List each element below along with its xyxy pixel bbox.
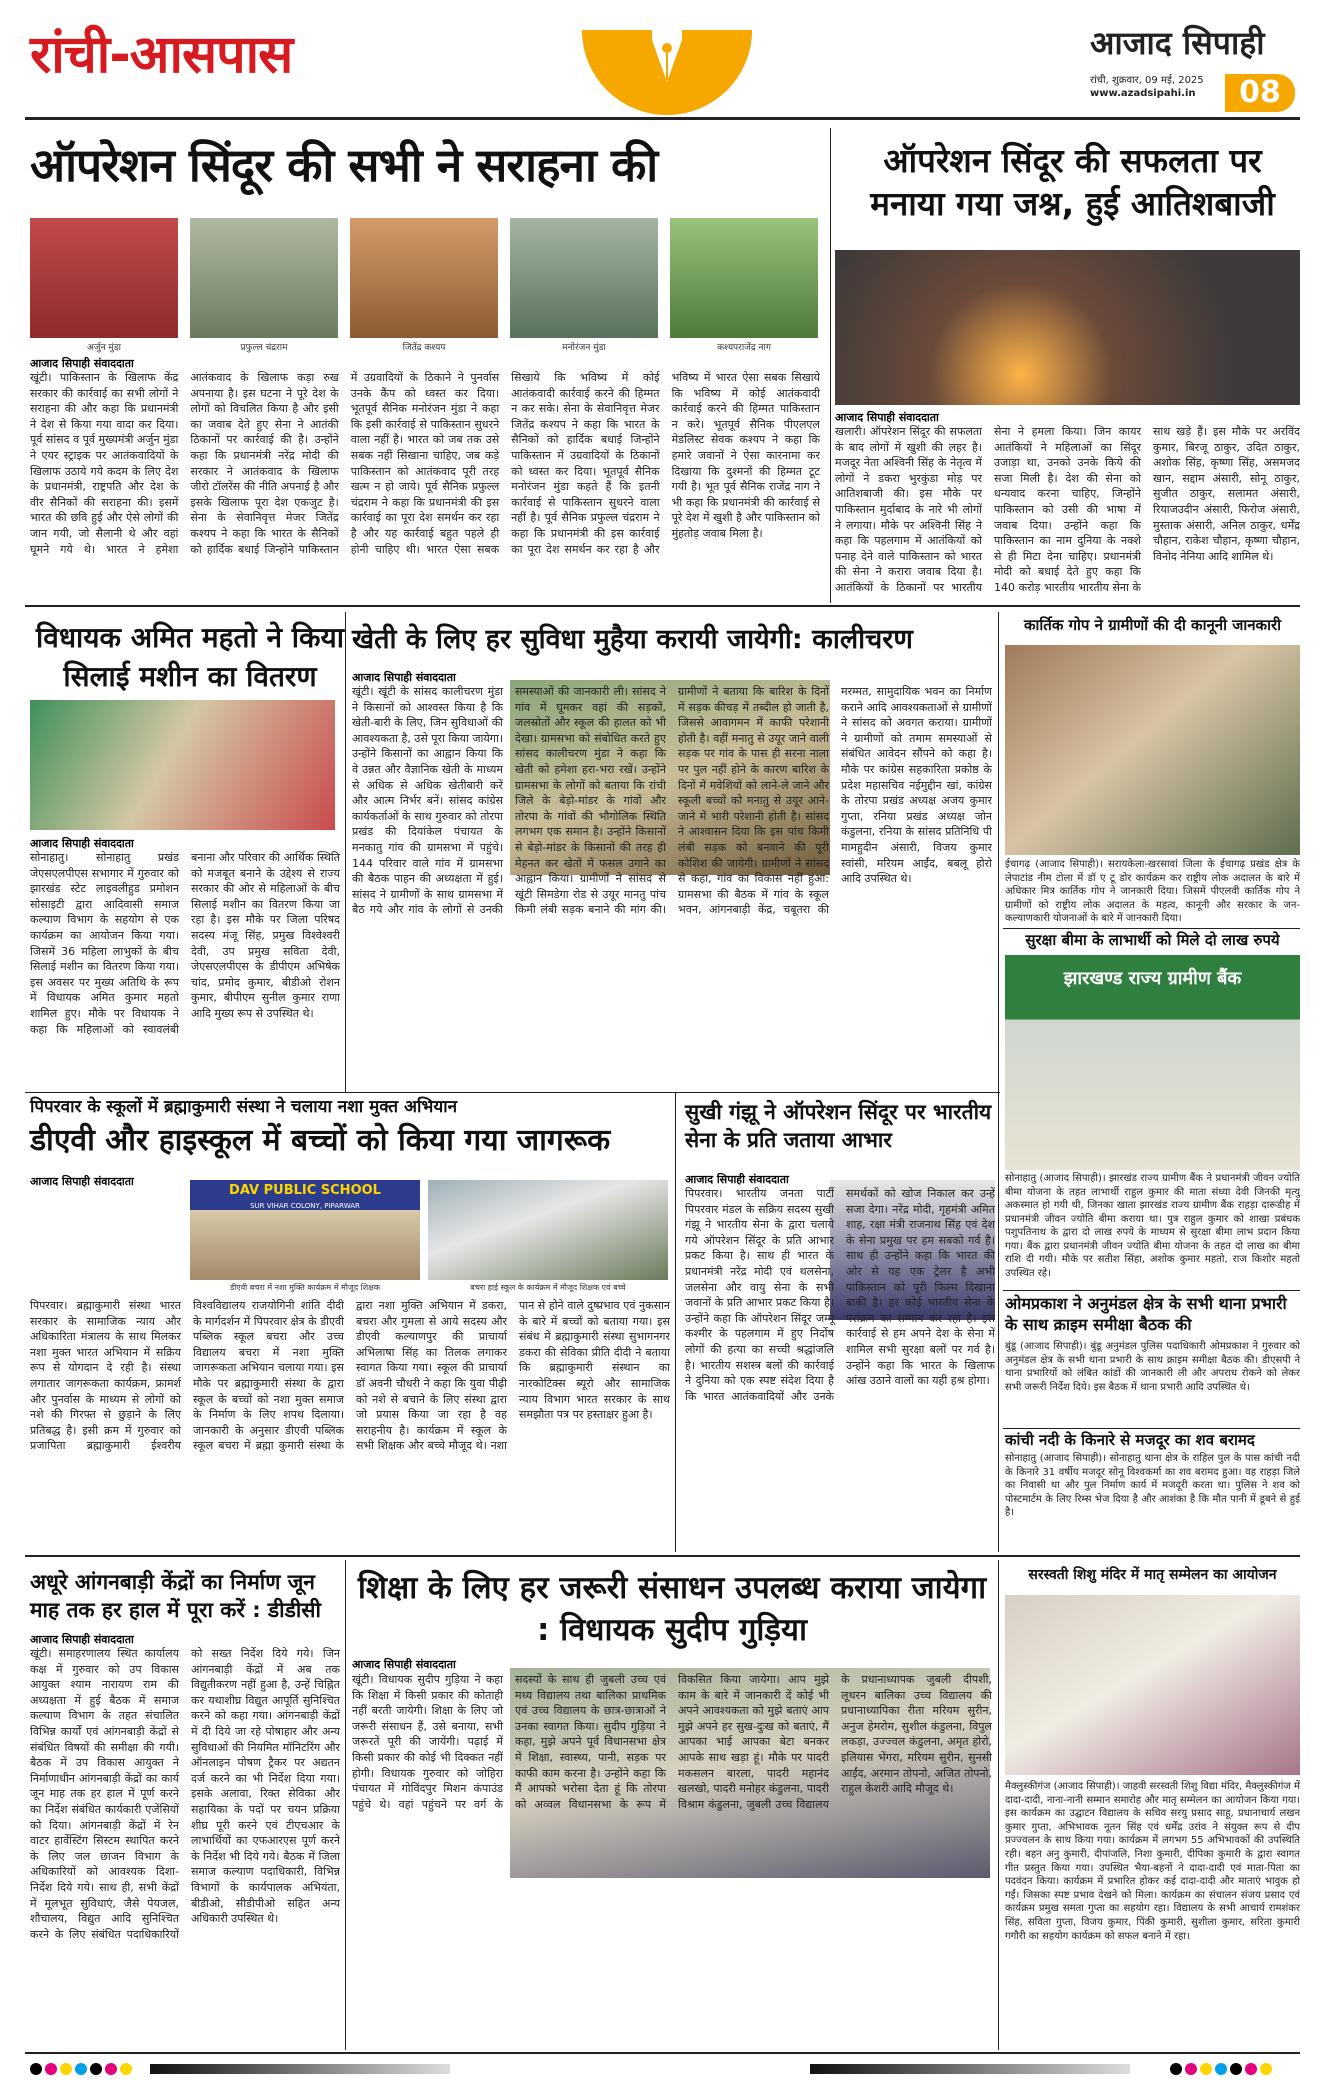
color-dot	[75, 2063, 87, 2075]
color-dot	[1185, 2063, 1197, 2075]
color-dot	[120, 2063, 132, 2075]
photo-caption: बचरा हाई स्कूल के कार्यक्रम में मौजूद शिक्षक एवं बच्चे	[470, 1283, 626, 1292]
color-dot	[105, 2063, 117, 2075]
article-body: खूंटी। विधायक सुदीप गुड़िया ने कहा कि शिक्षा में किसी प्रकार की कोताही नहीं बरती जायेगी। शिक्षा के लिए जो जरूरी संसाधन हैं, उसे बनाया, सभी जरूरतें पूरी की जायेंगी। पढ़ाई में किसी प्रकार की कोई भी दिक्कत नहीं होगी। विधायक गुरुवार को जोहिरा पंचायत में गोविंदपुर मिशन कंपाउंड पहुंचे थे। वहां पहुंचने पर वर्ग के सदस्यों के साथ ही जुबली उच्च एवं मध्य विद्यालय तथा बालिका प्राथमिक एवं उच्च विद्यालय के छात्र-छात्राओं ने उनका स्वागत किया। सुदीप गुड़िया ने कहा, मुझे अपने पूर्व विधानसभा क्षेत्र में शिक्षा, स्वास्थ्य, पानी, सड़क पर काफी काम करना है। उन्होंने कहा कि मैं आपको भरोसा देता हूं कि तोरपा को अव्वल विधानसभा के रूप में विकसित किया जायेगा। आप मुझे काम के बारे में जानकारी दें कोई भी अपने आवश्यकता को मुझे बताएं आप मुझे अपने हर सुख-दुःख को बताएं, मैं आपका भाई आपका बेटा बनकर आपके साथ खड़ा हूं। मौके पर पादरी मकसलन बारला, पादरी महानंद खलखो, पादरी मनोहर कंडुलना, पादरी विश्राम कंडुलना, जुबली उच्च विद्यालय के प्रधानाध्यापक जुबली दीपशी, लूथरन बालिका उच्च विद्यालय की प्रधानाध्यापिका रीता मरियम सुरीन, अनुज हेमरोम, सुशील कंडुलना, विपुल लकड़ा, उज्ज्वल कंडुलना, अमृत होरो, इलियास भेंगरा, मरियम सुरीन, सुनसी आईंद, अरमान तोपनो, अजित तोपनो, राहुल केशरी आदि मौजूद थे।	[352, 1673, 992, 1811]
color-dot	[1245, 2063, 1257, 2075]
photo-caption: कश्यपराजेंद्र नाग	[717, 343, 771, 353]
headline-dav-awareness: डीएवी और हाइस्कूल में बच्चों को किया गया जागरूक	[30, 1123, 611, 1158]
portrait-photo	[350, 218, 498, 338]
headline-sukhi-ganjhu: सुखी गंझू ने ऑपरेशन सिंदूर पर भारतीय सेना के प्रति जताया आभार	[685, 1100, 992, 1153]
page-number: 08	[1225, 74, 1295, 112]
article-body: सोनाहातु। सोनाहातु प्रखंड जेएसएलपीएस सभागार में गुरुवार को झारखंड स्टेट लाइवलीहुड प्रमोशन सोसाइटी द्वारा आदिवासी समाज कल्याण विभाग के सहयोग से एक कार्यक्रम का आयोजन किया गया। जिसमें 36 महिला लाभुकों के बीच सिलाई मशीन का वितरण किया गया। इस अवसर पर मुख्य अतिथि के रूप में विधायक अमित कुमार महतो शामिल हुए। मौके पर विधायक ने कहा कि महिलाओं को स्वावलंबी बनाना और परिवार की आर्थिक स्थिति को मजबूत बनाने के उद्देश्य से राज्य सरकार की ओर से महिलाओं के बीच सिलाई मशीन का वितरण किया जा रहा है। इस मौके पर जिला परिषद सदस्य मंजू सिंह, प्रमुख विश्वेश्वरी देवी, उप प्रमुख सविता देवी, जेएसएलपीएस के डीपीएम अभिषेक चांद, प्रमोद कुमार, बीडीओ रोशन कुमार, बीपीएम सुनील कुमार राणा आदि मुख्य रूप से उपस्थित थे।	[30, 851, 340, 1036]
portrait-photo	[30, 218, 178, 338]
byline: आजाद सिपाही संवाददाता	[30, 1175, 134, 1188]
color-dot	[1230, 2063, 1242, 2075]
headline-legal-awareness: कार्तिक गोप ने ग्रामीणों की दी कानूनी जानकारी	[1024, 616, 1281, 634]
article-body: सोनाहातु (आजाद सिपाही)। झारखंड राज्य ग्रामीण बैंक ने प्रधानमंत्री जीवन ज्योति बीमा योजना के तहत लाभार्थी राहुल कुमार की माता संध्या देवी जिनकी मृत्यु अकस्मात हो गयी थी, जिनका खाता झारखंड राज्य ग्रामीण बैंक राहड़ा दारूडीह में प्रधानमंत्री जीवन ज्योति बीमा कराया था। पुत्र राहुल कुमार को शाखा प्रबंधक पशुपतिनाथ के द्वारा दो लाख रुपये के माध्यम से सुरक्षा बीमा लाभ प्रदान किया गया। बैंक द्वारा प्रधानमंत्री जीवन ज्योति बीमा योजना के तहत दो लाख का बीमा राशि दी गयी। मौके पर सतीश सिंहा, अशोक कुमार महतो, राज किशोर महतो उपस्थित रहे।	[1005, 1173, 1300, 1279]
color-dot	[1200, 2063, 1212, 2075]
villagers-photo	[1005, 645, 1300, 855]
photo-caption: जितेंद्र कश्यप	[402, 343, 446, 353]
paper-name: आजाद सिपाही	[1090, 24, 1265, 62]
headline-education: शिक्षा के लिए हर जरूरी संसाधन उपलब्ध कराया जायेगा : विधायक सुदीप गुड़िया	[357, 1570, 987, 1648]
article-body: पिपरवार। भारतीय जनता पार्टी पिपरवार मंडल के सक्रिय सदस्य सुखी गंझू ने भारतीय सेना के द्वारा चलाये गये ऑपरेशन सिंदूर के प्रति आभार प्रकट किया है। साथ ही भारत के प्रधानमंत्री नरेंद्र मोदी एवं थलसेना, जलसेना और वायु सेना के सभी जवानों के प्रति आभार प्रकट किया है। उन्होंने कहा कि ऑपरेशन सिंदूर जम्मू कश्मीर के पहलगाम में हुए निर्दोष लोगों की हत्या का सच्ची श्रद्धांजलि है। भारतीय सशस्त्र बलों की कार्रवाई ने दुनिया को एक स्पष्ट संदेश दिया है कि भारत आतंकवादियों और उनके समर्थकों को खोज निकाल कर उन्हें सजा देगा। नरेंद्र मोदी, गृहमंत्री अमित शाह, रक्षा मंत्री राजनाथ सिंह एवं देश के सेना प्रमुख पर हम सबको गर्व है। साथ ही उन्होंने कहा कि भारत की ओर से यह एक ट्रेलर है अभी पाकिस्तान को पूरी फिल्म दिखाना बाकी है। हर कोई भारतीय सेना के पराक्रम का सम्मान कर रहा है। इस कार्रवाई से हम अपने देश के सेना में शामिल सभी सुरक्षा बलों पर गर्व है। उन्होंने कहा कि भारत के खिलाफ आंख उठाने वालों का यही हश्र होगा।	[685, 1187, 995, 1403]
school-sign: DAV PUBLIC SCHOOL	[229, 1183, 381, 1198]
byline: आजाद सिपाही संवाददाता	[352, 1658, 456, 1671]
headline-sewing-machine: विधायक अमित महतो ने किया सिलाई मशीन का वितरण	[36, 621, 344, 694]
sewing-event-photo	[30, 700, 335, 830]
article-body: खूंटी। पाकिस्तान के खिलाफ केंद्र सरकार की कार्रवाई का सभी लोगों ने सराहना की और कहा कि प्रधानमंत्री ने देश से किया गया वादा कर दिया। पूर्व सांसद व पूर्व मुख्यमंत्री अर्जुन मुंडा ने एयर स्ट्राइक पर आतंकवादियों के खिलाफ उठाये गये कदम के लिए देश के प्रधानमंत्री, राष्ट्रपति और देश के वीर सैनिकों की सराहना की। इसमें भारत की छवि हुई और ऐसे लोगों की जान गयी, जो सैलानी थे और वहां घूमने गये थे। भारत ने हमेशा आतंकवाद के खिलाफ कड़ा रुख अपनाया है। इस घटना ने पूरे देश के लोगों को विचलित किया है और इसी का जवाब देते हुए सेना ने आतंकी ठिकानों पर कार्रवाई की है। उन्होंने कहा कि प्रधानमंत्री नरेंद्र मोदी की सरकार ने आतंकवाद के खिलाफ जीरो टॉलरेंस की नीति अपनाई है और इसके खिलाफ पूरा देश एकजुट है। सेना के सेवानिवृत्त मेजर जितेंद्र कश्यप ने कहा कि भारत के सैनिकों को हार्दिक बधाई जिन्होंने पाकिस्तान में उग्रवादियों के ठिकाने ने पुनर्वास उनके कैंप को ध्वस्त कर दिया। भूतपूर्व सैनिक मनोरंजन मुंडा ने कहा कि इसी कार्रवाई से पाकिस्तान सुधरने वाला नहीं है। भारत को जब तक उसे सबक नहीं सिखाना चाहिए, जब कड़े पाकिस्तान को आतंकवाद पूरी तरह खत्म न हो जाये। पूर्व सैनिक प्रफुल्ल चंद्रराम ने कहा कि प्रधानमंत्री की इस कार्रवाई का पूरा देश समर्थन कर रहा है और यह कार्रवाई बहुत पहले ही होनी चाहिए थी। भारत ऐसा सबक सिखाये कि भविष्य में कोई आतंकवादी कार्रवाई करने की हिम्मत न कर सके। सेना के सेवानिवृत्त मेजर जितेंद्र कश्यप ने कहा कि भारत के सैनिकों को हार्दिक बधाई जिन्होंने पाकिस्तान में उग्रवादियों के ठिकानों को ध्वस्त कर दिया। भूतपूर्व सैनिक मनोरंजन मुंडा कहते हैं कि इतनी कार्रवाई से पाकिस्तान सुधरने वाला नहीं है। पूर्व सैनिक प्रफुल्ल चंद्रराम ने कहा कि प्रधानमंत्री की इस कार्रवाई का पूरा देश समर्थन कर रहा है और भविष्य में भारत ऐसा सबक सिखाये कि भविष्य में कोई आतंकवादी कार्रवाई करने की हिम्मत पाकिस्तान न करे। भूतपूर्व सैनिक पीएलएल मेडलिस्ट सेवक कश्यप ने कहा कि हमारे जवानों ने ऐसा कारनामा कर दिखाया कि दुश्मनों की हिम्मत टूट गयी है। भूत पूर्व सैनिक राजेंद्र नाग ने भी कहा कि प्रधानमंत्री की कार्रवाई से पूरे देश में खुशी है और पाकिस्तान को मुंहतोड़ जवाब मिला है।	[30, 371, 820, 556]
school-sign-sub: SUR VIHAR COLONY, PIPARWAR	[250, 1202, 360, 1210]
pen-logo	[582, 0, 752, 115]
section-title: रांची-आसपास	[30, 25, 293, 85]
article-body: खूंटी। समाहरणालय स्थित कार्यालय कक्ष में गुरुवार को उप विकास आयुक्त श्याम नारायण राम की अध्यक्षता में हुई बैठक में समाज कल्याण विभाग के तहत संचालित विभिन्न कार्यों एवं आंगनबाड़ी केंद्रों से संबंधित विषयों की समीक्षा की गयी। बैठक में उप विकास आयुक्त ने निर्माणाधीन आंगनबाड़ी केंद्रों का कार्य जून माह तक हर हाल में पूर्ण करने का निर्देश संबंधित कार्यकारी एजेंसियों को दिया। आंगनबाड़ी केंद्रों में रेन वाटर हार्वेस्टिंग सिस्टम स्थापित करने के लिए जल छाजन विभाग के अधिकारियों को आवश्यक दिशा-निर्देश दिये गये। साथ ही, सभी केंद्रों में मूलभूत सुविधाएं, जैसे पेयजल, शौचालय, विद्युत आदि सुनिश्चित करने के लिए संबंधित पदाधिकारियों को सख्त निर्देश दिये गये। जिन आंगनबाड़ी केंद्रों में अब तक विद्युतीकरण नहीं हुआ है, उन्हें चिह्नित कर यथाशीघ्र विद्युत आपूर्ति सुनिश्चित करने को कहा गया। आंगनबाड़ी केंद्रों में दी दिये जा रहे पोषाहार और अन्य सुविधाओं की नियमित मॉनिटरिंग और ऑनलाइन पोषण ट्रैकर पर अद्यतन दर्ज करने का भी निर्देश दिया गया। इसके अलावा, रिक्त सेविका और सहायिका के पदों पर चयन प्रक्रिया शीघ्र पूरी करने एवं टीएचआर के लाभार्थियों का एफआरएस पूर्ण करने के निर्देश भी दिये गये। बैठक में जिला समाज कल्याण पदाधिकारी, विभिन्न विभागों के कार्यपालक अभियंता, बीडीओ, सीडीपीओ सहित अन्य अधिकारी उपस्थित थे।	[30, 1647, 340, 1941]
portrait-row	[30, 218, 820, 353]
kicker-piparwar: पिपरवार के स्कूलों में ब्रह्माकुमारी संस्था ने चलाया नशा मुक्त अभियान	[30, 1097, 458, 1117]
photo-caption: डीएवी बचरा में नशा मुक्ति कार्यक्रम में मौजूद शिक्षक	[229, 1283, 381, 1292]
bank-banner-text: झारखण्ड राज्य ग्रामीण बैंक	[1063, 968, 1242, 989]
article-body: सोनाहातु (आजाद सिपाही)। सोनाहातु थाना क्षेत्र के राहिल पुल के पास कांची नदी के किनारे 31 वर्षीय मजदूर सोनू विश्वकर्मा का शव बरामद हुआ। वह राहड़ा जिले का निवासी था और पुल निर्माण कार्य में मजदूरी करता था। पुलिस ने शव को पोस्टमार्टम के लिए रिम्स भेज दिया है और आशंका है कि मौत पानी में डूबने से हुई है।	[1005, 1453, 1300, 1518]
article-body: पिपरवार। ब्रह्माकुमारी संस्था भारत सरकार के सामाजिक न्याय और अधिकारिता मंत्रालय के साथ मिलकर नशा मुक्त भारत अभियान में सक्रिय रूप से योगदान दे रही है। संस्था लगातार जागरूकता कार्यक्रम, फ्रामर्श और पुनर्वास के माध्यम से लोगों को नशे की गिरफ्त से छुड़ाने के लिए प्रतिबद्ध है। इसी क्रम में गुरुवार को प्रजापिता ब्रह्माकुमारी ईश्वरीय विश्वविद्यालय राजयोगिनी शांति दीदी के मार्गदर्शन में पिपरवार क्षेत्र के डीएवी पब्लिक स्कूल बचरा और उच्च विद्यालय बचरा में नशा मुक्ति जागरूकता अभियान चलाया गया। इस मौके पर ब्रह्माकुमारी संस्था के द्वारा स्कूल के बच्चों को नशा मुक्त समाज के निर्माण के लिए शपथ दिलाया। जानकारी के अनुसार डीएवी पब्लिक स्कूल बचरा में ब्रह्मा कुमारी संस्था के द्वारा नशा मुक्ति अभियान में डकरा, बचरा और गुमला से आये सदस्य और डीएवी कल्याणपुर की प्राचार्या अभिलाषा सिंह का तिलक लगाकर स्वागत किया गया। स्कूल की प्राचार्या डॉ अवनी चौधरी ने कहा कि युवा पीढ़ी को नशे से बचाने के लिए संस्था द्वारा जो प्रयास किया जा रहा है वह सराहनीय है। कार्यक्रम में स्कूल के सभी शिक्षक और बच्चे मौजूद थे। नशा पान से होने वाले दुष्प्रभाव एवं नुकसान के बारे में बच्चों को बताया गया। इस संबंध में ब्रह्माकुमारी संस्था सुभागनगर डकरा की सेविका प्रीति दीदी ने बताया कि ब्रह्माकुमारी संस्थान का नारकोटिक्स ब्यूरो और सामाजिक न्याय विभाग भारत सरकार के साथ समझौता पत्र पर हस्ताक्षर हुआ है।	[30, 1299, 670, 1453]
color-dot	[1215, 2063, 1227, 2075]
portrait-photo	[510, 218, 658, 338]
portrait-photo	[190, 218, 338, 338]
color-dot	[30, 2063, 42, 2075]
headline-body-recovered: कांची नदी के किनारे से मजदूर का शव बरामद	[1005, 1431, 1255, 1449]
article-body: खूंटी। खूंटी के सांसद कालीचरण मुंडा ने किसानों को आश्वस्त किया है कि खेती-बारी के लिए, जिन सुविधाओं की आवश्यकता है, उसे पूरा किया जायेगा। उन्होंने किसानों का आह्वान किया कि वे उन्नत और वैज्ञानिक खेती के माध्यम से अधिक से अधिक खेतीबारी करें और आत्म निर्भर बनें। सांसद कांग्रेस कार्यकर्ताओं के साथ गुरुवार को तोरपा प्रखंड की दियांकेल पंचायत के मनकातु गांव की ग्रामसभा में पहुंचे। 144 परिवार वाले गांव में ग्रामसभा की बैठक पाहन की अध्यक्षता में हुई। सांसद ने ग्रामीणों के साथ ग्रामसभा में बैठ गये और गांव के लोगों से उनकी समस्याओं की जानकारी ली। सांसद ने गांव में घूमकर वहां की सड़कों, जलस्रोतों और स्कूल की हालत को भी देखा। ग्रामसभा को संबोधित करते हुए सांसद कालीचरण मुंडा ने कहा कि खेती को हमेशा हरा-भरा रखें। उन्होंने ग्रामसभा के लोगों को बताया कि रांची जिले के बेड़ो-मांडर के गांवों और तोरपा के गांवों की भौगोलिक स्थिति लगभग एक समान है। उन्होंने किसानों से बेड़ो-मांडर के किसानों की तरह ही मेहनत कर खेतों में फसल उगाने का आह्वान किया। ग्रामीणों ने सांसद से खूंटी सिमडेगा रोड से उयूर मानतु पांच किमी लंबी सड़क बनाने की मांग की। ग्रामीणों ने बताया कि बारिश के दिनों में सड़क कीचड़ में तब्दील हो जाती है, जिससे आवागमन में काफी परेशानी होती है। वहीं मनातु से उयूर जाने वाली सड़क पर गांव के पास ही सरना नाला पर पुल नहीं होने के कारण बारिश के दिनों में मवेशियों को लाने-ले जाने और स्कूली बच्चों को मनातु से उयूर आने-जाने में भारी परेशानी होती है। सांसद ने आश्वासन दिया कि इस पांच किमी लंबी सड़क को बनवाने की पूरी कोशिश की जायेगी। ग्रामीणों ने सांसद से कहा, गांव का विकास नहीं हुआ: ग्रामसभा की बैठक में गांव के स्कूल भवन, आंगनबाड़ी केंद्र, चबूतरा की मरम्मत, सामुदायिक भवन का निर्माण कराने आदि आवश्यकताओं से ग्रामीणों ने सांसद को अवगत कराया। ग्रामीणों ने ग्रामीणों को तमाम समस्याओं से संबंधित आवेदन सौंपने को कहा है। मौके पर कांग्रेस सहकारिता प्रकोष्ठ के प्रदेश महासचिव नईमुद्दीन खां, कांग्रेस के तोरपा प्रखंड अध्यक्ष अजय कुमार गुप्ता, रनिया प्रखंड अध्यक्ष जोन कंडुलना, रनिया के सांसद प्रतिनिधि पी मामहुदीन अंसारी, विजय कुमार स्वांसी, मरियम आईंद, बबलू होरो आदि उपस्थित थे।	[352, 685, 992, 917]
headline-celebration: ऑपरेशन सिंदूर की सफलता पर मनाया गया जश्न, हुई आतिशबाजी	[870, 141, 1275, 223]
byline: आजाद सिपाही संवाददाता	[835, 411, 939, 424]
color-registration-bar	[30, 2062, 1295, 2076]
article-body: बुंडू (आजाद सिपाही)। बुंडू अनुमंडल पुलिस पदाधिकारी ओमप्रकाश ने गुरुवार को अनुमंडल क्षेत्र के सभी थाना प्रभारी के साथ क्राइम समीक्षा बैठक की। डीएसपी ने थाना प्रभारियों को लंबित कांडों की जानकारी ली और अपराध रोकने को लेकर सभी जरूरी निर्देश दिये। इस बैठक में थाना प्रभारी आदि उपस्थित थे।	[1005, 1341, 1300, 1393]
photo-caption: मनोरंजन मुंडा	[562, 343, 606, 353]
bank-cheque-photo	[1005, 955, 1300, 1170]
masthead	[0, 0, 1325, 118]
website: www.azadsipahi.in	[1090, 88, 1196, 99]
color-dot	[1170, 2063, 1182, 2075]
pen-nib-icon	[582, 0, 752, 115]
color-dot	[45, 2063, 57, 2075]
color-dot	[90, 2063, 102, 2075]
byline: आजाद सिपाही संवाददाता	[352, 671, 456, 684]
headline-farming: खेती के लिए हर सुविधा मुहैया करायी जायेगी: कालीचरण	[352, 624, 913, 655]
article-body: खलारी। ऑपरेशन सिंदूर की सफलता के बाद लोगों में खुशी की लहर है। मजदूर नेता अश्विनी सिंह के नेतृत्व में लोगों ने डकरा भुरकुंडा मोड़ पर आतिशबाजी की। इस मौके पर पाकिस्तान मुर्दाबाद के नारे भी लोगों ने लगाया। मौके पर अश्विनी सिंह ने कहा कि पहलगाम में आतंकियों को पनाह देने वाले पाकिस्तान को भारत की सेना ने करारा जवाब दिया है। आतंकियों के ठिकानों पर भारतीय सेना ने हमला किया। जिन कायर आतंकियों ने महिलाओं का सिंदूर उजाड़ा था, उनको उनके किये की सजा मिली है। देश की सेना को धन्यवाद करना चाहिए, जिन्होंने पाकिस्तान को उसी की भाषा में जवाब दिया। उन्होंने कहा कि पाकिस्तान का नाम दुनिया के नक्शे से ही मिटा देना चाहिए। प्रधानमंत्री मोदी को बधाई देते हुए कहा कि 140 करोड़ भारतीय भारतीय सेना के साथ खड़े हैं। इस मौके पर अरविंद कुमार, बिरजू ठाकुर, उदित ठाकुर, अशोक सिंह, कृष्णा सिंह, असमजद खान, सद्दाम अंसारी, सोनू ठाकुर, सुजीत ठाकुर, सलामत अंसारी, रियाजउदीन अंसारी, फिरोज अंसारी, मुस्ताक अंसारी, अनिल ठाकुर, धर्मेंद्र चौहान, राकेश चौहान, कृष्णा चौहान, विनोद नेनिया आदि शामिल थे।	[835, 425, 1300, 594]
portrait-photo	[670, 218, 818, 338]
celebration-photo	[835, 250, 1300, 405]
color-dot	[1260, 2063, 1272, 2075]
byline: आजाद सिपाही संवाददाता	[30, 357, 134, 370]
byline: आजाद सिपाही संवाददाता	[30, 837, 134, 850]
headline-anganwadi: अधूरे आंगनबाड़ी केंद्रों का निर्माण जून माह तक हर हाल में पूरा करें : डीडीसी	[30, 1570, 321, 1623]
headline-insurance: सुरक्षा बीमा के लाभार्थी को मिले दो लाख रुपये	[1025, 931, 1280, 949]
sammelan-photo	[1005, 1595, 1300, 1775]
byline: आजाद सिपाही संवाददाता	[685, 1173, 789, 1186]
byline: आजाद सिपाही संवाददाता	[30, 1633, 134, 1646]
article-body: मैक्लुस्कीगंज (आजाद सिपाही)। जाहवी सरस्वती शिशु विद्या मंदिर, मैक्लुस्कीगंज में दादा-दादी, नाना-नानी सम्मान समारोह और मातृ सम्मेलन का आयोजन किया गया। इस कार्यक्रम का उद्घाटन विद्यालय के सचिव सरयु प्रसाद साहू, प्रधानाचार्य लखन कुमार गुप्ता, अभिभावक नूतन सिंह एवं धर्मेंद्र उरांव ने संयुक्त रूप से दीप प्रज्ज्वलन के साथ किया गया। कार्यक्रम में लगभग 55 अभिभावकों की उपस्थिति रही। बहन अनु कुमारी, दीपांजलि, निशा कुमारी, दीपिका कुमारी के द्वारा स्वागत गीत प्रस्तुत किया गया। उपस्थित भैया-बहनों ने दादा-दादी एवं माता-पिता का पदवंदन किया। कार्यक्रम में प्रभारित होकर कई दादा-दादी और माताएं भावुक हो गईं। जिसका स्पष्ट प्रभाव देखने को मिला। कार्यक्रम का संचालन संजय प्रसाद एवं कार्यक्रम प्रमुख समता गुप्ता का सहयोग रहा। विद्यालय के सभी आचार्य रामशंकर सिंह, सविता गुप्ता, विजय कुमार, पिंकी कुमारी, सुशीला कुमार, सरिता कुमारी गगौरी का सहयोग कार्यक्रम को सफल बनाने में रहा।	[1005, 1781, 1300, 1942]
dateline: रांची, शुक्रवार, 09 मई, 2025	[1090, 75, 1204, 86]
photo-caption: अर्जुन मुंडा	[87, 343, 121, 353]
article-body: ईचागढ़ (आजाद सिपाही)। सरायकेला-खरसावां जिला के ईचागढ़ प्रखंड क्षेत्र के लेपाटांड नीम टोला में डॉ ए टू डोर कार्यक्रम कर राष्ट्रीय लोक अदालत के बारे में अधिकार मित्र कार्तिक गोप ने जानकारी दिया। जिसमें पीएलवी कार्तिक गोप ने ग्रामीणों को राष्ट्रीय लोक अदालत के महत्व, कानूनी और सरकार के जन-कल्याणकारी योजनाओं के बारे में जानकारी दिया।	[1005, 859, 1300, 924]
headline-operation-sindoor-praise: ऑपरेशन सिंदूर की सभी ने सराहना की	[30, 138, 658, 192]
color-dot	[60, 2063, 72, 2075]
headline-matri-sammelan: सरस्वती शिशु मंदिर में मातृ सम्मेलन का आयोजन	[1028, 1567, 1277, 1583]
photo-caption: प्रफुल्ल चंद्रराम	[240, 343, 288, 353]
headline-crime-review: ओमप्रकाश ने अनुमंडल क्षेत्र के सभी थाना प्रभारी के साथ क्राइम समीक्षा बैठक की	[1005, 1294, 1287, 1334]
